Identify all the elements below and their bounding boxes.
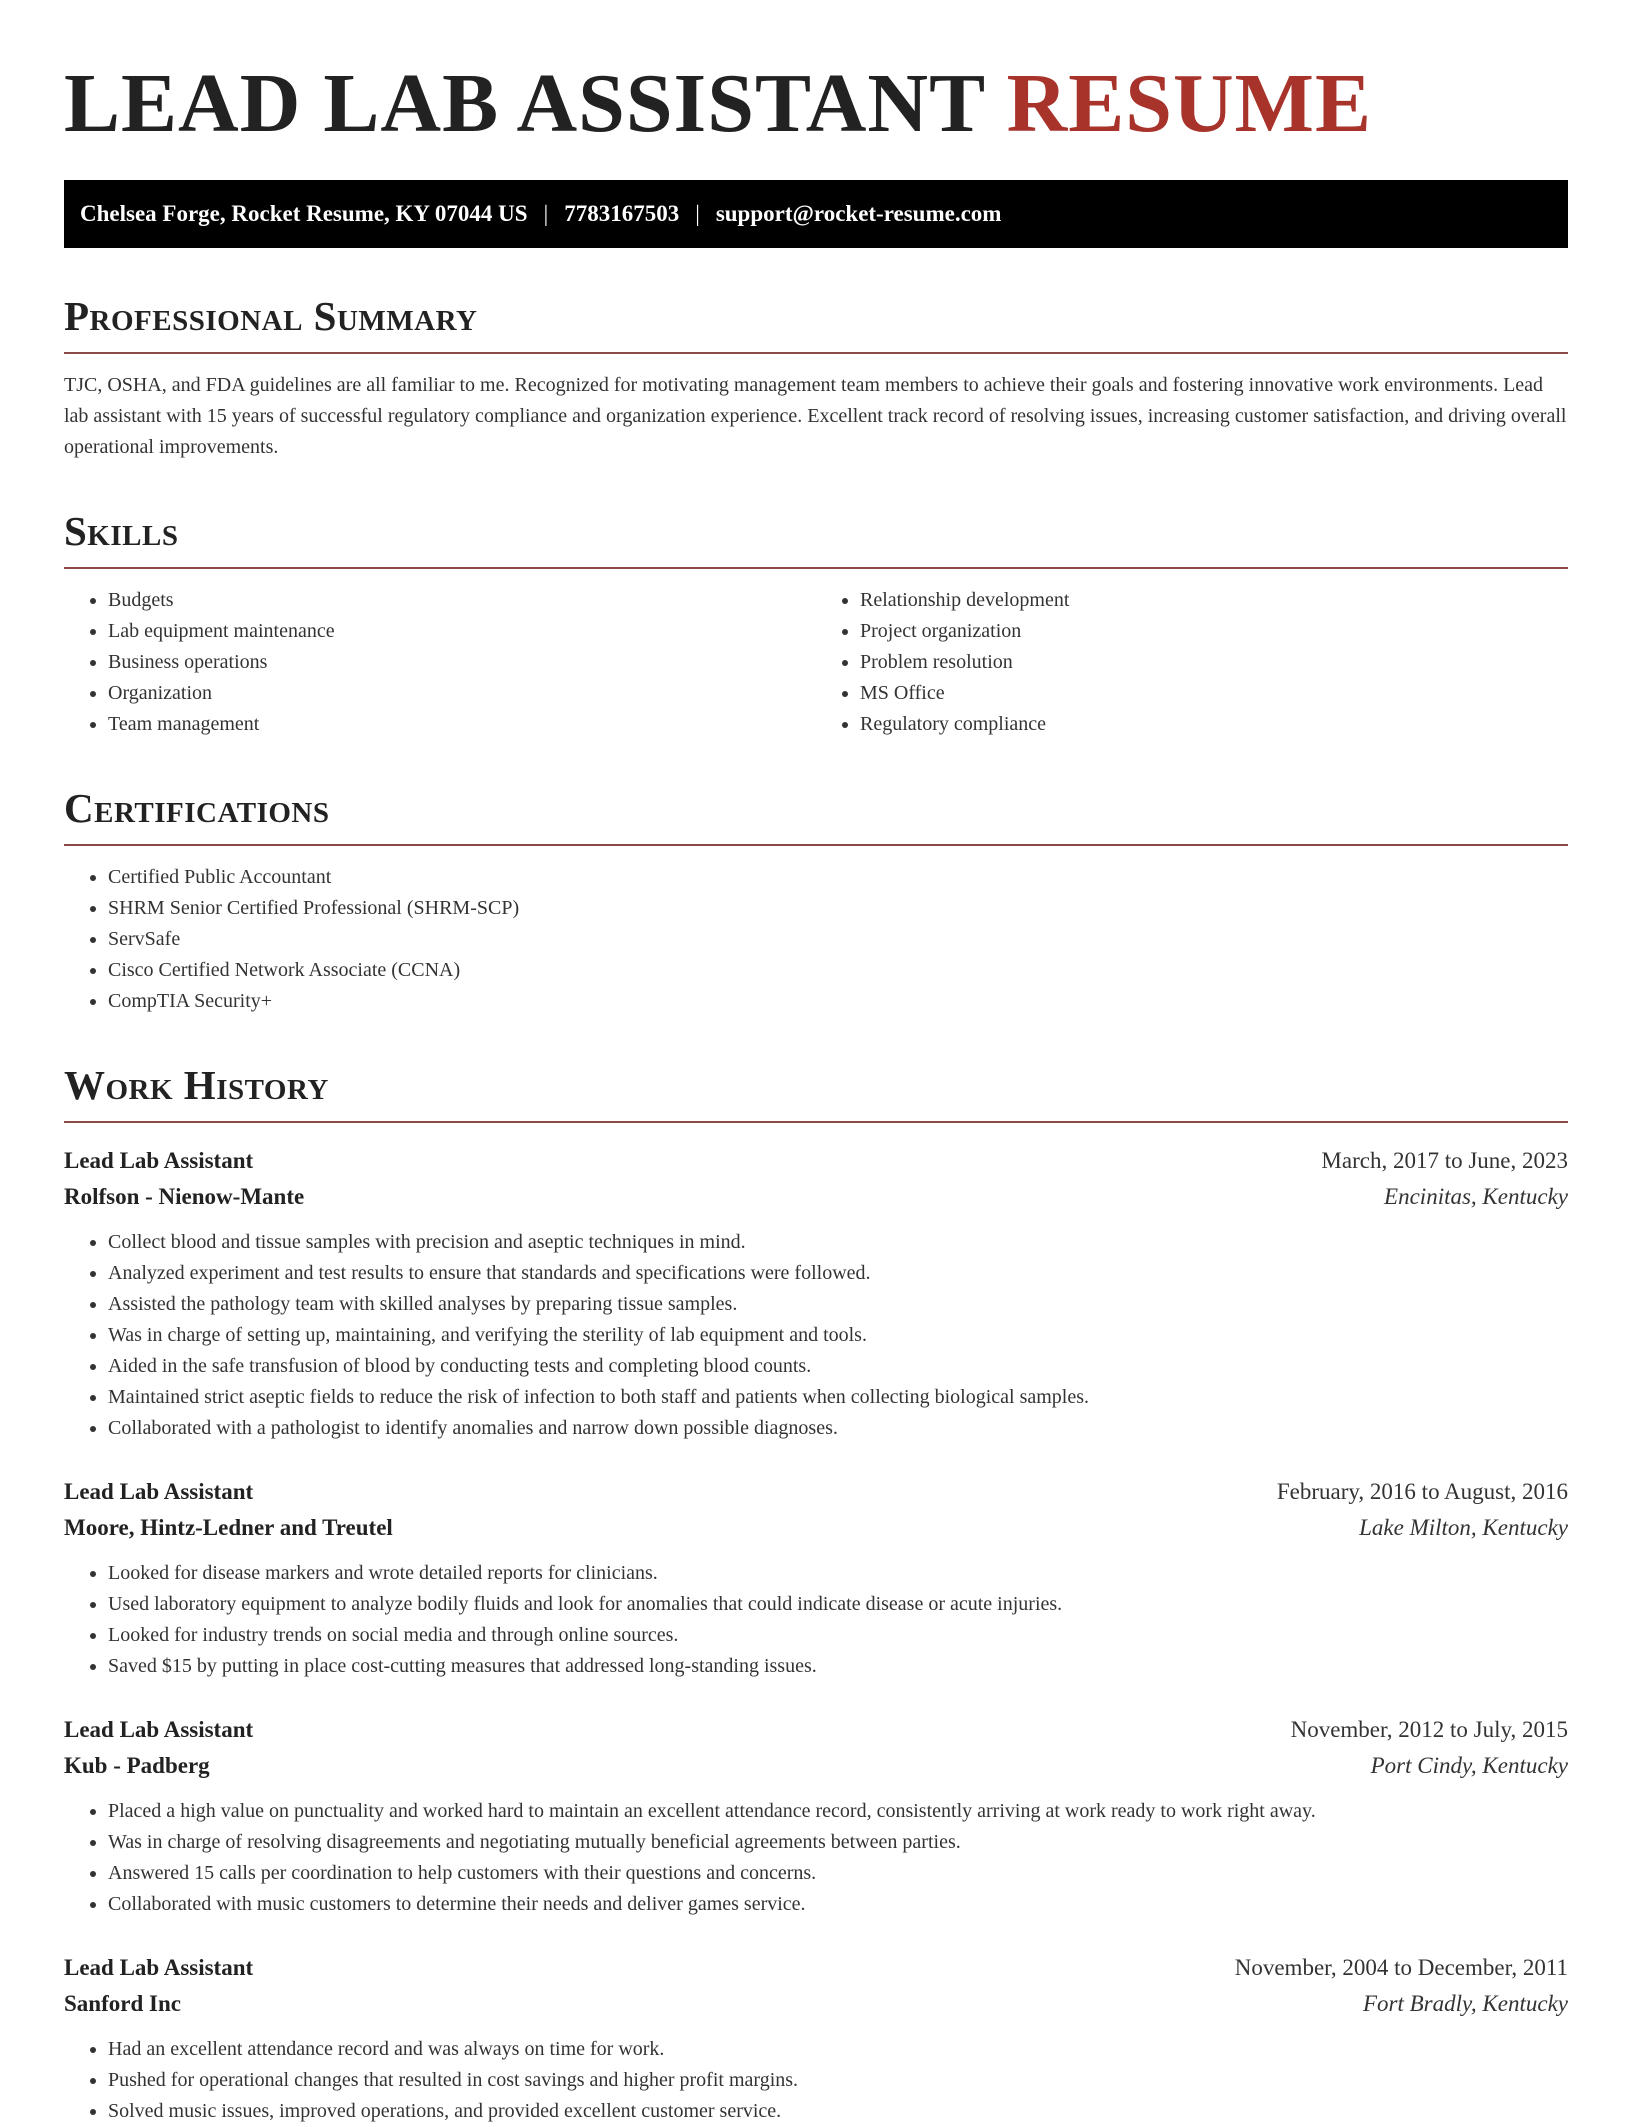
job-company: Rolfson - Nienow-Mante [64, 1184, 305, 1209]
job-header-row [64, 1143, 1568, 1179]
job-duty: • Maintained strict aseptic fields to reduce the risk of infection to both staff and patients when collecting biological samples. [108, 1382, 1568, 1413]
job-company: Sanford Inc [64, 1991, 181, 2016]
job-company: Moore, Hintz-Ledner and Treutel [64, 1515, 393, 1540]
job-duties-list [64, 2034, 1568, 2127]
job-duties-list [64, 1227, 1568, 1444]
contact-bar [64, 180, 1568, 248]
job-duty: • Pushed for operational changes that resulted in cost savings and higher profit margins. [108, 2065, 1568, 2096]
job-title: Lead Lab Assistant [64, 1148, 254, 1173]
job-location: Encinitas, Kentucky [1384, 1184, 1568, 1209]
skill-item: • Business operations [108, 647, 816, 678]
job-duty: • Saved $15 by putting in place cost-cutting measures that addressed long-standing issues. [108, 1651, 1568, 1682]
job-duties-list [64, 1796, 1568, 1920]
job-entry [64, 1474, 1568, 1682]
work-history-heading: Work History [64, 1061, 1568, 1123]
contact-address: Chelsea Forge, Rocket Resume, KY 07044 US [80, 201, 528, 226]
job-duty: • Assisted the pathology team with skilled analyses by preparing tissue samples. [108, 1289, 1568, 1320]
job-company-row [64, 1510, 1568, 1546]
certification-item: • Cisco Certified Network Associate (CCNA) [108, 955, 1568, 986]
skills-column-right [816, 585, 1568, 740]
job-header-row [64, 1712, 1568, 1748]
job-duty: • Collaborated with music customers to determine their needs and deliver games service. [108, 1889, 1568, 1920]
skills-heading: Skills [64, 507, 1568, 569]
job-dates: November, 2004 to December, 2011 [1234, 1955, 1568, 1980]
job-company: Kub - Padberg [64, 1753, 210, 1778]
contact-phone: 7783167503 [564, 201, 680, 226]
job-duty: • Was in charge of setting up, maintaining, and verifying the sterility of lab equipment and tools. [108, 1320, 1568, 1351]
job-entry [64, 1950, 1568, 2127]
job-duty: • Was in charge of resolving disagreements and negotiating mutually beneficial agreements between parties. [108, 1827, 1568, 1858]
skill-item: • Team management [108, 709, 816, 740]
skill-item: • Problem resolution [860, 647, 1568, 678]
skills-column-left [64, 585, 816, 740]
certification-item: • ServSafe [108, 924, 1568, 955]
certification-item: • Certified Public Accountant [108, 862, 1568, 893]
skill-item: • Budgets [108, 585, 816, 616]
contact-separator: | [543, 201, 549, 226]
job-title: Lead Lab Assistant [64, 1717, 254, 1742]
job-duty: • Aided in the safe transfusion of blood by conducting tests and completing blood counts. [108, 1351, 1568, 1382]
certification-item: • SHRM Senior Certified Professional (SHRM-SCP) [108, 893, 1568, 924]
skill-item: • Organization [108, 678, 816, 709]
job-company-row [64, 1748, 1568, 1784]
job-company-row [64, 1986, 1568, 2022]
job-duty: • Placed a high value on punctuality and worked hard to maintain an excellent attendance record, consistently arriving at work ready to work right away. [108, 1796, 1568, 1827]
job-entry [64, 1712, 1568, 1920]
job-title: Lead Lab Assistant [64, 1479, 254, 1504]
skill-item: • MS Office [860, 678, 1568, 709]
certifications-heading: Certifications [64, 784, 1568, 846]
job-duty: • Solved music issues, improved operations, and provided excellent customer service. [108, 2096, 1568, 2127]
skill-item: • Relationship development [860, 585, 1568, 616]
job-duty: • Answered 15 calls per coordination to help customers with their questions and concerns. [108, 1858, 1568, 1889]
certification-item: • CompTIA Security+ [108, 986, 1568, 1017]
job-location: Fort Bradly, Kentucky [1362, 1991, 1568, 2016]
job-duty: • Looked for disease markers and wrote detailed reports for clinicians. [108, 1558, 1568, 1589]
skill-item: • Regulatory compliance [860, 709, 1568, 740]
job-duties-list [64, 1558, 1568, 1682]
title-accent: RESUME [1006, 57, 1372, 150]
title-main: LEAD LAB ASSISTANT [64, 57, 985, 150]
job-dates: November, 2012 to July, 2015 [1290, 1717, 1568, 1742]
job-location: Lake Milton, Kentucky [1359, 1515, 1568, 1540]
skill-item: • Project organization [860, 616, 1568, 647]
job-entry [64, 1143, 1568, 1444]
job-company-row [64, 1179, 1568, 1215]
summary-heading: Professional Summary [64, 292, 1568, 354]
contact-separator: | [695, 201, 700, 226]
job-duty: • Used laboratory equipment to analyze bodily fluids and look for anomalies that could indicate disease or acute injuries. [108, 1589, 1568, 1620]
summary-text: TJC, OSHA, and FDA guidelines are all familiar to me. Recognized for motivating management team members to achieve their goals and fostering innovative work environments. Lead lab assistant with 15 years of successful regulatory compliance and organization experience. Excellent track record of resolving issues, increasing customer satisfaction, and driving overall operational improvements. [64, 374, 1567, 458]
job-duty: • Analyzed experiment and test results to ensure that standards and specifications were followed. [108, 1258, 1568, 1289]
certifications-list [64, 862, 1568, 1017]
job-header-row [64, 1950, 1568, 1986]
job-duty: • Collect blood and tissue samples with precision and aseptic techniques in mind. [108, 1227, 1568, 1258]
skills-list [64, 569, 1568, 740]
job-duty: • Looked for industry trends on social media and through online sources. [108, 1620, 1568, 1651]
job-duty: • Had an excellent attendance record and was always on time for work. [108, 2034, 1568, 2065]
job-duty: • Collaborated with a pathologist to identify anomalies and narrow down possible diagnoses. [108, 1413, 1568, 1444]
job-title: Lead Lab Assistant [64, 1955, 254, 1980]
job-header-row [64, 1474, 1568, 1510]
resume-title [64, 56, 1568, 152]
contact-email: support@rocket-resume.com [715, 201, 1002, 226]
job-location: Port Cindy, Kentucky [1370, 1753, 1568, 1778]
skill-item: • Lab equipment maintenance [108, 616, 816, 647]
job-dates: February, 2016 to August, 2016 [1276, 1479, 1568, 1504]
job-dates: March, 2017 to June, 2023 [1321, 1148, 1568, 1173]
